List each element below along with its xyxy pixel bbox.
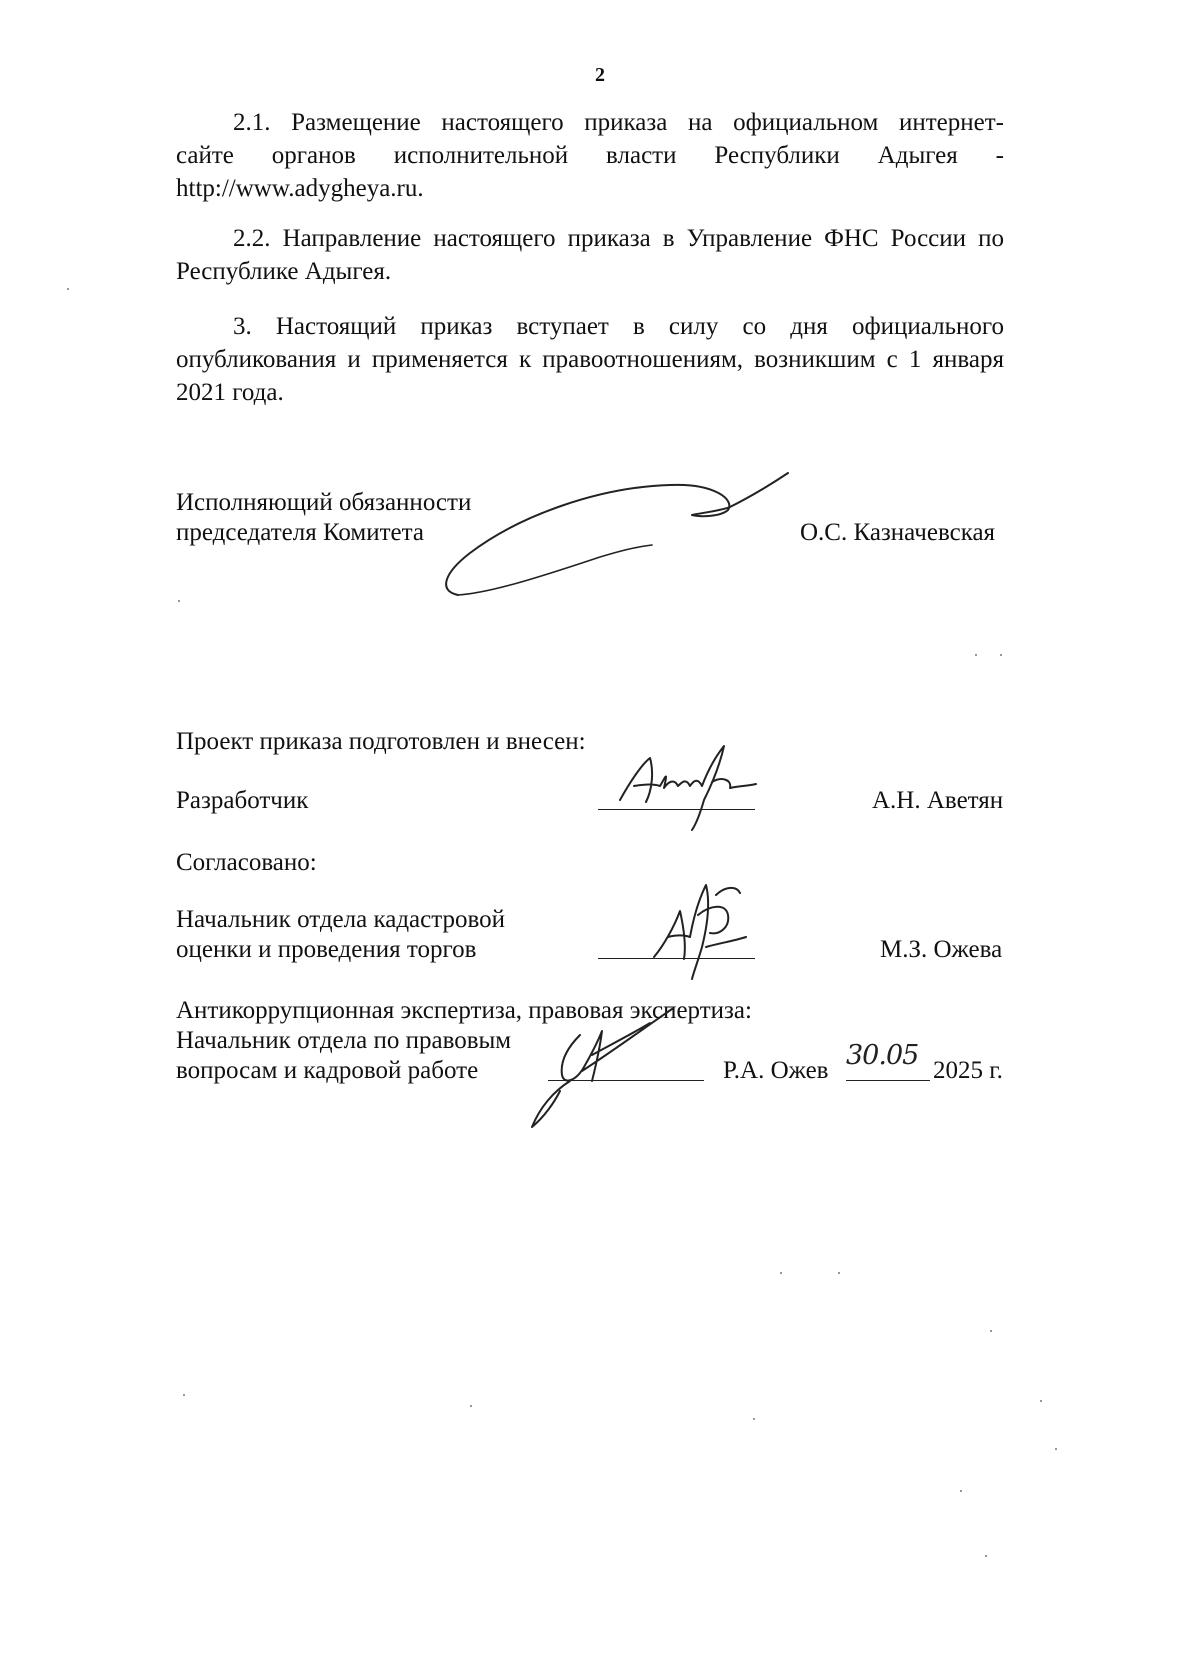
cadastral-name: М.З. Ожева: [880, 936, 1003, 963]
cadastral-role-line1: Начальник отдела кадастровой: [176, 906, 505, 933]
scan-speck: [753, 1418, 755, 1420]
signatory-title-line2: председателя Комитета: [176, 519, 424, 546]
scan-speck: [990, 1330, 992, 1332]
scan-speck: [975, 654, 977, 656]
signature-chairman: [430, 465, 810, 615]
scan-speck: [67, 288, 69, 290]
paragraph-3: [176, 310, 1004, 409]
scan-speck: [838, 1272, 840, 1274]
legal-role-line1: Начальник отдела по правовым: [176, 1027, 512, 1054]
date-line: [846, 1080, 930, 1081]
paragraph-2-2: [176, 222, 1004, 288]
scan-speck: [178, 600, 180, 602]
signature-legal: [520, 995, 710, 1130]
paragraph-line: 2.1. Размещение настоящего приказа на официальном интернет-: [233, 109, 1004, 136]
paragraph-line: 3. Настоящий приказ вступает в силу со дня официального: [233, 313, 1004, 340]
paragraph-2-1: [176, 106, 1004, 205]
scan-speck: [960, 1490, 962, 1492]
legal-role-line2: вопросам и кадровой работе: [176, 1057, 479, 1084]
scan-speck: [183, 1394, 185, 1396]
signature-cadastral: [640, 875, 760, 985]
scan-speck: [1040, 1400, 1042, 1402]
page-number: 2: [595, 64, 605, 86]
cadastral-role-line2: оценки и проведения торгов: [176, 936, 477, 963]
project-heading: Проект приказа подготовлен и внесен:: [176, 728, 586, 755]
paragraph-line: 2.2. Направление настоящего приказа в Управление ФНС России по: [233, 225, 1004, 252]
developer-name: А.Н. Аветян: [872, 787, 1004, 814]
agreed-heading: Согласовано:: [176, 849, 317, 876]
scan-speck: [985, 1555, 987, 1557]
paragraph-line: опубликования и применяется к правоотношениям, возникшим с 1 января: [176, 346, 1004, 373]
paragraph-line: 2021 года.: [176, 379, 284, 406]
signatory-name: О.С. Казначевская: [800, 519, 996, 546]
legal-name: Р.А. Ожев: [723, 1057, 829, 1084]
signatory-title-line1: Исполняющий обязанности: [176, 489, 472, 516]
expertise-heading: Антикоррупционная экспертиза, правовая экспертиза:: [176, 997, 752, 1024]
paragraph-line: Республике Адыгея.: [176, 258, 392, 285]
scan-speck: [780, 1272, 782, 1274]
date-year: 2025 г.: [933, 1057, 1003, 1084]
signature-developer: [612, 742, 772, 832]
scan-speck: [1055, 1448, 1057, 1450]
developer-role: Разработчик: [176, 787, 309, 814]
scan-speck: [470, 1405, 472, 1407]
handwritten-date: 30.05: [846, 1040, 919, 1071]
paragraph-line: сайте органов исполнительной власти Республики Адыгея -: [176, 142, 1004, 169]
scan-speck: [1000, 654, 1002, 656]
paragraph-line: http://www.adygheya.ru.: [176, 175, 424, 202]
